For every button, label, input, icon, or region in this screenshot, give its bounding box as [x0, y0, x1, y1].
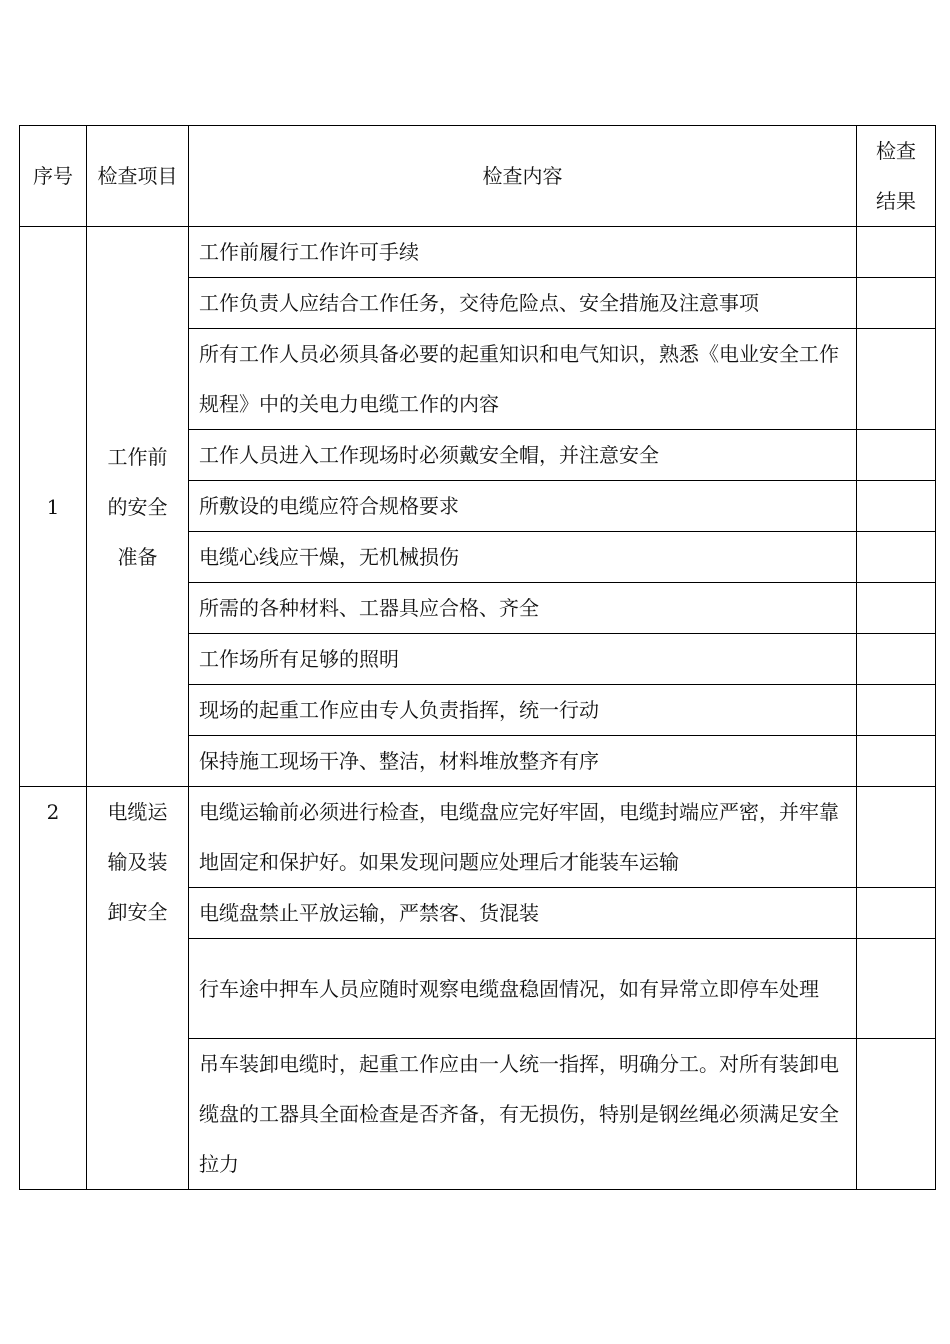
check-content: 现场的起重工作应由专人负责指挥，统一行动 [189, 685, 857, 736]
section-item [87, 227, 189, 787]
check-result-cell[interactable] [857, 430, 936, 481]
check-content: 行车途中押车人员应随时观察电缆盘稳固情况，如有异常立即停车处理 [189, 939, 857, 1039]
check-content: 工作负责人应结合工作任务，交待危险点、安全措施及注意事项 [189, 278, 857, 329]
section-item-label: 工作前的安全准备 [107, 444, 168, 569]
check-result-cell[interactable] [857, 329, 936, 430]
section-seq: 1 [20, 227, 87, 787]
check-content: 电缆盘禁止平放运输，严禁客、货混装 [189, 888, 857, 939]
check-result-cell[interactable] [857, 583, 936, 634]
check-result-cell[interactable] [857, 1039, 936, 1190]
check-content: 保持施工现场干净、整洁，材料堆放整齐有序 [189, 736, 857, 787]
table-row [20, 227, 936, 278]
check-result-cell[interactable] [857, 787, 936, 888]
check-content: 电缆运输前必须进行检查，电缆盘应完好牢固，电缆封端应严密，并牢靠地固定和保护好。如果发现问题应处理后才能装车运输 [189, 787, 857, 888]
check-result-cell[interactable] [857, 278, 936, 329]
section-item [87, 787, 189, 1190]
check-content: 工作场所有足够的照明 [189, 634, 857, 685]
check-content: 吊车装卸电缆时，起重工作应由一人统一指挥，明确分工。对所有装卸电缆盘的工器具全面检查是否齐备，有无损伤，特别是钢丝绳必须满足安全拉力 [189, 1039, 857, 1190]
check-content: 工作前履行工作许可手续 [189, 227, 857, 278]
header-item: 检查项目 [87, 126, 189, 227]
header-row [20, 126, 936, 227]
check-result-cell[interactable] [857, 888, 936, 939]
check-result-cell[interactable] [857, 736, 936, 787]
check-result-cell[interactable] [857, 532, 936, 583]
check-content: 所有工作人员必须具备必要的起重知识和电气知识，熟悉《电业安全工作规程》中的关电力电缆工作的内容 [189, 329, 857, 430]
check-result-cell[interactable] [857, 685, 936, 736]
check-result-cell[interactable] [857, 634, 936, 685]
section-item-label: 电缆运输及装卸安全 [107, 800, 168, 924]
header-result: 检查结果 [857, 126, 936, 227]
inspection-checklist-table [19, 125, 936, 1190]
check-content: 所需的各种材料、工器具应合格、齐全 [189, 583, 857, 634]
check-result-cell[interactable] [857, 939, 936, 1039]
check-result-cell[interactable] [857, 227, 936, 278]
header-seq: 序号 [20, 126, 87, 227]
section-seq: 2 [20, 787, 87, 1190]
check-result-cell[interactable] [857, 481, 936, 532]
check-content: 电缆心线应干燥，无机械损伤 [189, 532, 857, 583]
header-content: 检查内容 [189, 126, 857, 227]
table-row [20, 787, 936, 888]
check-content: 工作人员进入工作现场时必须戴安全帽，并注意安全 [189, 430, 857, 481]
check-content: 所敷设的电缆应符合规格要求 [189, 481, 857, 532]
